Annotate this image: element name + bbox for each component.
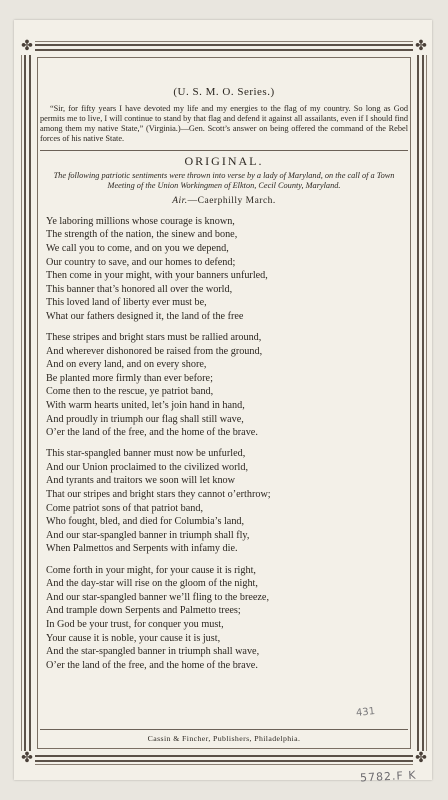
- verse-line: The strength of the nation, the sinew and bone,: [46, 229, 238, 241]
- stanza: [46, 331, 408, 440]
- pencil-annotation: 431: [355, 706, 376, 719]
- verse-line: These stripes and bright stars must be rallied around,: [46, 332, 262, 344]
- series-heading: (U. S. M. O. Series.): [173, 86, 275, 98]
- verse-line: That our stripes and bright stars they cannot o’erthrow;: [46, 489, 271, 501]
- verse-line: Come forth in your might, for your cause it is right,: [46, 564, 256, 576]
- air-tune: —Caerphilly March.: [187, 196, 276, 207]
- intro-note: The following patriotic sentiments were thrown into verse by a lady of Maryland, on the call of a Town Meeting of the Union Workingmen of Elkton, Cecil County, Maryland.: [53, 171, 395, 190]
- publisher-imprint: Cassin & Fincher, Publishers, Philadelphia.: [147, 734, 301, 743]
- corner-ornament-icon: ✤: [413, 39, 429, 55]
- verse-line: And proudly in triumph our flag shall still wave,: [46, 413, 244, 425]
- stanza: [46, 564, 408, 673]
- verse-line: This banner that’s honored all over the world,: [46, 283, 233, 295]
- tune-line: [40, 195, 408, 209]
- stanza: [46, 215, 408, 324]
- verse-line: O’er the land of the free, and the home of the brave.: [46, 427, 258, 439]
- verse-line: With warm hearts united, let’s join hand in hand,: [46, 400, 245, 411]
- verse-line: O’er the land of the free, and the home of the brave.: [46, 659, 258, 671]
- verse-line: And the day-star will rise on the gloom of the night,: [46, 578, 258, 590]
- verse-line: Ye laboring millions whose courage is known,: [46, 215, 235, 227]
- verse-line: This loved land of liberty ever must be,: [46, 297, 207, 309]
- stanza: [46, 447, 408, 556]
- verse-line: Be planted more firmly than ever before;: [46, 372, 213, 384]
- air-label: Air.: [172, 196, 188, 207]
- corner-ornament-icon: ✤: [413, 751, 429, 767]
- corner-ornament-icon: ✤: [19, 39, 35, 55]
- verse-line: And our star-spangled banner we’ll fling to the breeze,: [46, 591, 269, 603]
- scott-quote: “Sir, for fifty years I have devoted my life and my energies to the flag of my country. So long as God permits me to live, I will continue to stand by that flag and defend it against all assailants, even if I should find among them my native State,” (Virginia.)—Gen. Scott’s answer on being offered the command of the Rebel forces of his native State.: [40, 103, 408, 144]
- verse-line: And the star-spangled banner in triumph shall wave,: [46, 646, 260, 658]
- verse-line: And trample down Serpents and Palmetto trees;: [46, 605, 241, 617]
- verse-line: Our country to save, and our homes to defend;: [46, 256, 236, 268]
- corner-ornament-icon: ✤: [19, 751, 35, 767]
- shelfmark-annotation: 5782.F K: [359, 768, 417, 785]
- footer-divider: [40, 729, 408, 730]
- verse-line: And tyrants and traitors we soon will let know: [46, 475, 236, 487]
- verse-line: In God be your trust, for conquer you must,: [46, 618, 224, 630]
- divider: [40, 150, 408, 151]
- verse-line: And our star-spangled banner in triumph shall fly,: [46, 529, 250, 541]
- verse-line: Who fought, bled, and died for Columbia’s land,: [46, 516, 245, 528]
- verse-line: And on every land, and on every shore,: [46, 359, 207, 371]
- verse-line: This star-spangled banner must now be unfurled,: [46, 448, 246, 460]
- document-body: [40, 86, 408, 680]
- verse-line: We call you to come, and on you we depend,: [46, 242, 229, 254]
- verse-line: What our fathers designed it, the land of the free: [46, 310, 244, 322]
- verse-line: Come then to the rescue, ye patriot band,: [46, 386, 214, 398]
- verse-line: And our Union proclaimed to the civilized world,: [46, 461, 249, 473]
- verse-line: And wherever dishonored be raised from the ground,: [46, 345, 263, 357]
- verse-line: When Palmettos and Serpents with infamy die.: [46, 543, 238, 555]
- verse-line: Then come in your might, with your banners unfurled,: [46, 270, 268, 282]
- verse-line: Come patriot sons of that patriot band,: [46, 502, 204, 514]
- verse-line: Your cause it is noble, your cause it is just,: [46, 632, 221, 644]
- page-title: ORIGINAL.: [184, 154, 264, 169]
